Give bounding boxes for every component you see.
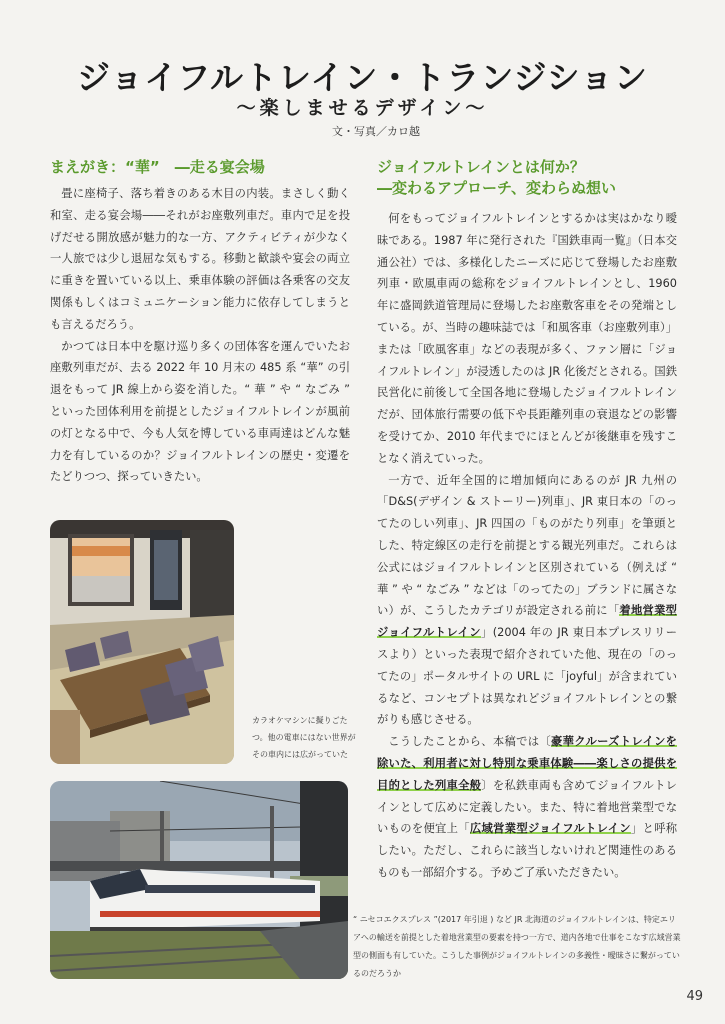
right-column — [377, 208, 677, 884]
left-paragraph-2: かつては日本中を駆け巡り多くの団体客を運んでいたお座敷列車だが、去る 2022 年 10 月末の 485 系 “華” の引退をもって JR 線上から姿を消した。“ 華 ” や “ なごみ ” といった団体利用を前提としたジョイフルトレインが風前の灯となる中で、今も人気を博している車両達はどんな魅力を有しているのか？ジョイフルトレインの歴史・変遷をたどりつつ、探っていきたい。 — [50, 339, 350, 484]
left-paragraph-1: 畳に座椅子、落ち着きのある木目の内装。まさしく動く和室、走る宴会場――それがお座敷列車だ。車内で足を投げだせる開放感が魅力的な一方、アクティビティが少なく一人旅では少し退屈な気もする。移動と歓談や宴会の両立に重きを置いている以上、乗車体験の評価は各乗客の交友関係もしくはコミュニケーション能力に依存してしまうとも言えるだろう。 — [50, 187, 350, 331]
left-heading: まえがき：“華” ―走る宴会場 — [50, 158, 265, 176]
article-title: ジョイフルトレイン・トランジション — [76, 58, 649, 97]
highlight-chakuchi: 着地営業型ジョイフルトレイン — [377, 604, 677, 640]
photo2-caption: “ ニセコエクスプレス ”(2017 年引退 ) など JR 北海道のジョイフルトレインは、特定エリアへの輸送を前提とした着地営業型の要素を持つ一方で、道内各地で仕事をこなす広域営業型の側面も有していた。こうした事例がジョイフルトレインの多義性・曖昧さに繋がっているのだろうか — [353, 915, 681, 978]
byline: 文・写真／カロ越 — [332, 125, 420, 138]
niseko-express-photo — [50, 781, 348, 979]
right-heading-line-1: ジョイフルトレインとは何か？ — [377, 158, 585, 176]
p2-text-b: 」(2004 年の JR 東日本プレスリリースより）といった表現で紹介されていた他、現在の「のってたの」ポータルサイトの URL に「joyful」が含まれているなど、コンセプトは異なれどジョイフルトレインとの繋がりも感じさせる。 — [377, 626, 677, 727]
left-column — [50, 183, 350, 488]
right-paragraph-1: 何をもってジョイフルトレインとするかは実はかなり曖昧である。1987 年に発行された『国鉄車両一覧』（日本交通公社）では、多様化したニーズに応じて登場したお座敷列車・欧風車両の総称をジョイフルトレインとし、1960 年に盛岡鉄道管理局に登場したお座敷客車をその発端としている。が、当時の趣味誌では「和風客車（お座敷列車）」または「欧風客車」などの表現が多く、ファン層に「ジョイフルトレイン」が浸透したのは JR 化後だとされる。国鉄民営化に前後して全国各地に登場したジョイフルトレインだが、団体旅行需要の低下や長距離列車の衰退などの影響を受けてか、2010 年代までにほとんどが後継車を残すことなく消えていった。 — [377, 212, 677, 465]
highlight-definition: 豪華クルーズトレインを除いた、利用者に対し特別な乗車体験――楽しさの提供を目的とした列車全般 — [377, 735, 677, 792]
article-subtitle: ～楽しませるデザイン～ — [236, 97, 489, 119]
photo1-caption: カラオケマシンに擬りごたつ。他の電車にはない世界がその車内には広がっていた — [252, 716, 356, 759]
ozashiki-interior-photo — [50, 520, 234, 764]
right-paragraph-3 — [377, 731, 677, 884]
right-heading-line-2: ―変わるアプローチ、変わらぬ想い — [377, 179, 616, 197]
right-paragraph-2 — [377, 470, 677, 732]
p3-text-a: こうしたことから、本稿では〔 — [388, 735, 551, 749]
highlight-kouiki: 広域営業型ジョイフルトレイン — [469, 822, 631, 836]
p3-text-c: 」と呼称したい。ただし、これらに該当しないけれど関連性のあるものも一部紹介する。予めご了承いただきたい。 — [377, 822, 677, 879]
p3-text-b: 〕を私鉄車両も含めてジョイフルトレインとして広めに定義したい。また、特に着地営業型でないものを便宜上「 — [377, 778, 677, 836]
p2-text-a: 一方で、近年全国的に増加傾向にあるのが JR 九州の「D&S(デザイン & ストーリー)列車」、JR 東日本の「のってたのしい列車」、JR 四国の「ものがたり列車」を筆頭とした、特定線区の走行を前提とする観光列車だ。これらは公式にはジョイフルトレインと区別されている（例えば “ 華 ” や “ なごみ ” などは「のってたの」ブランドに属さない）が、こうしたカテゴリが設定される前に「 — [377, 473, 677, 618]
page-number: 49 — [686, 989, 703, 1004]
